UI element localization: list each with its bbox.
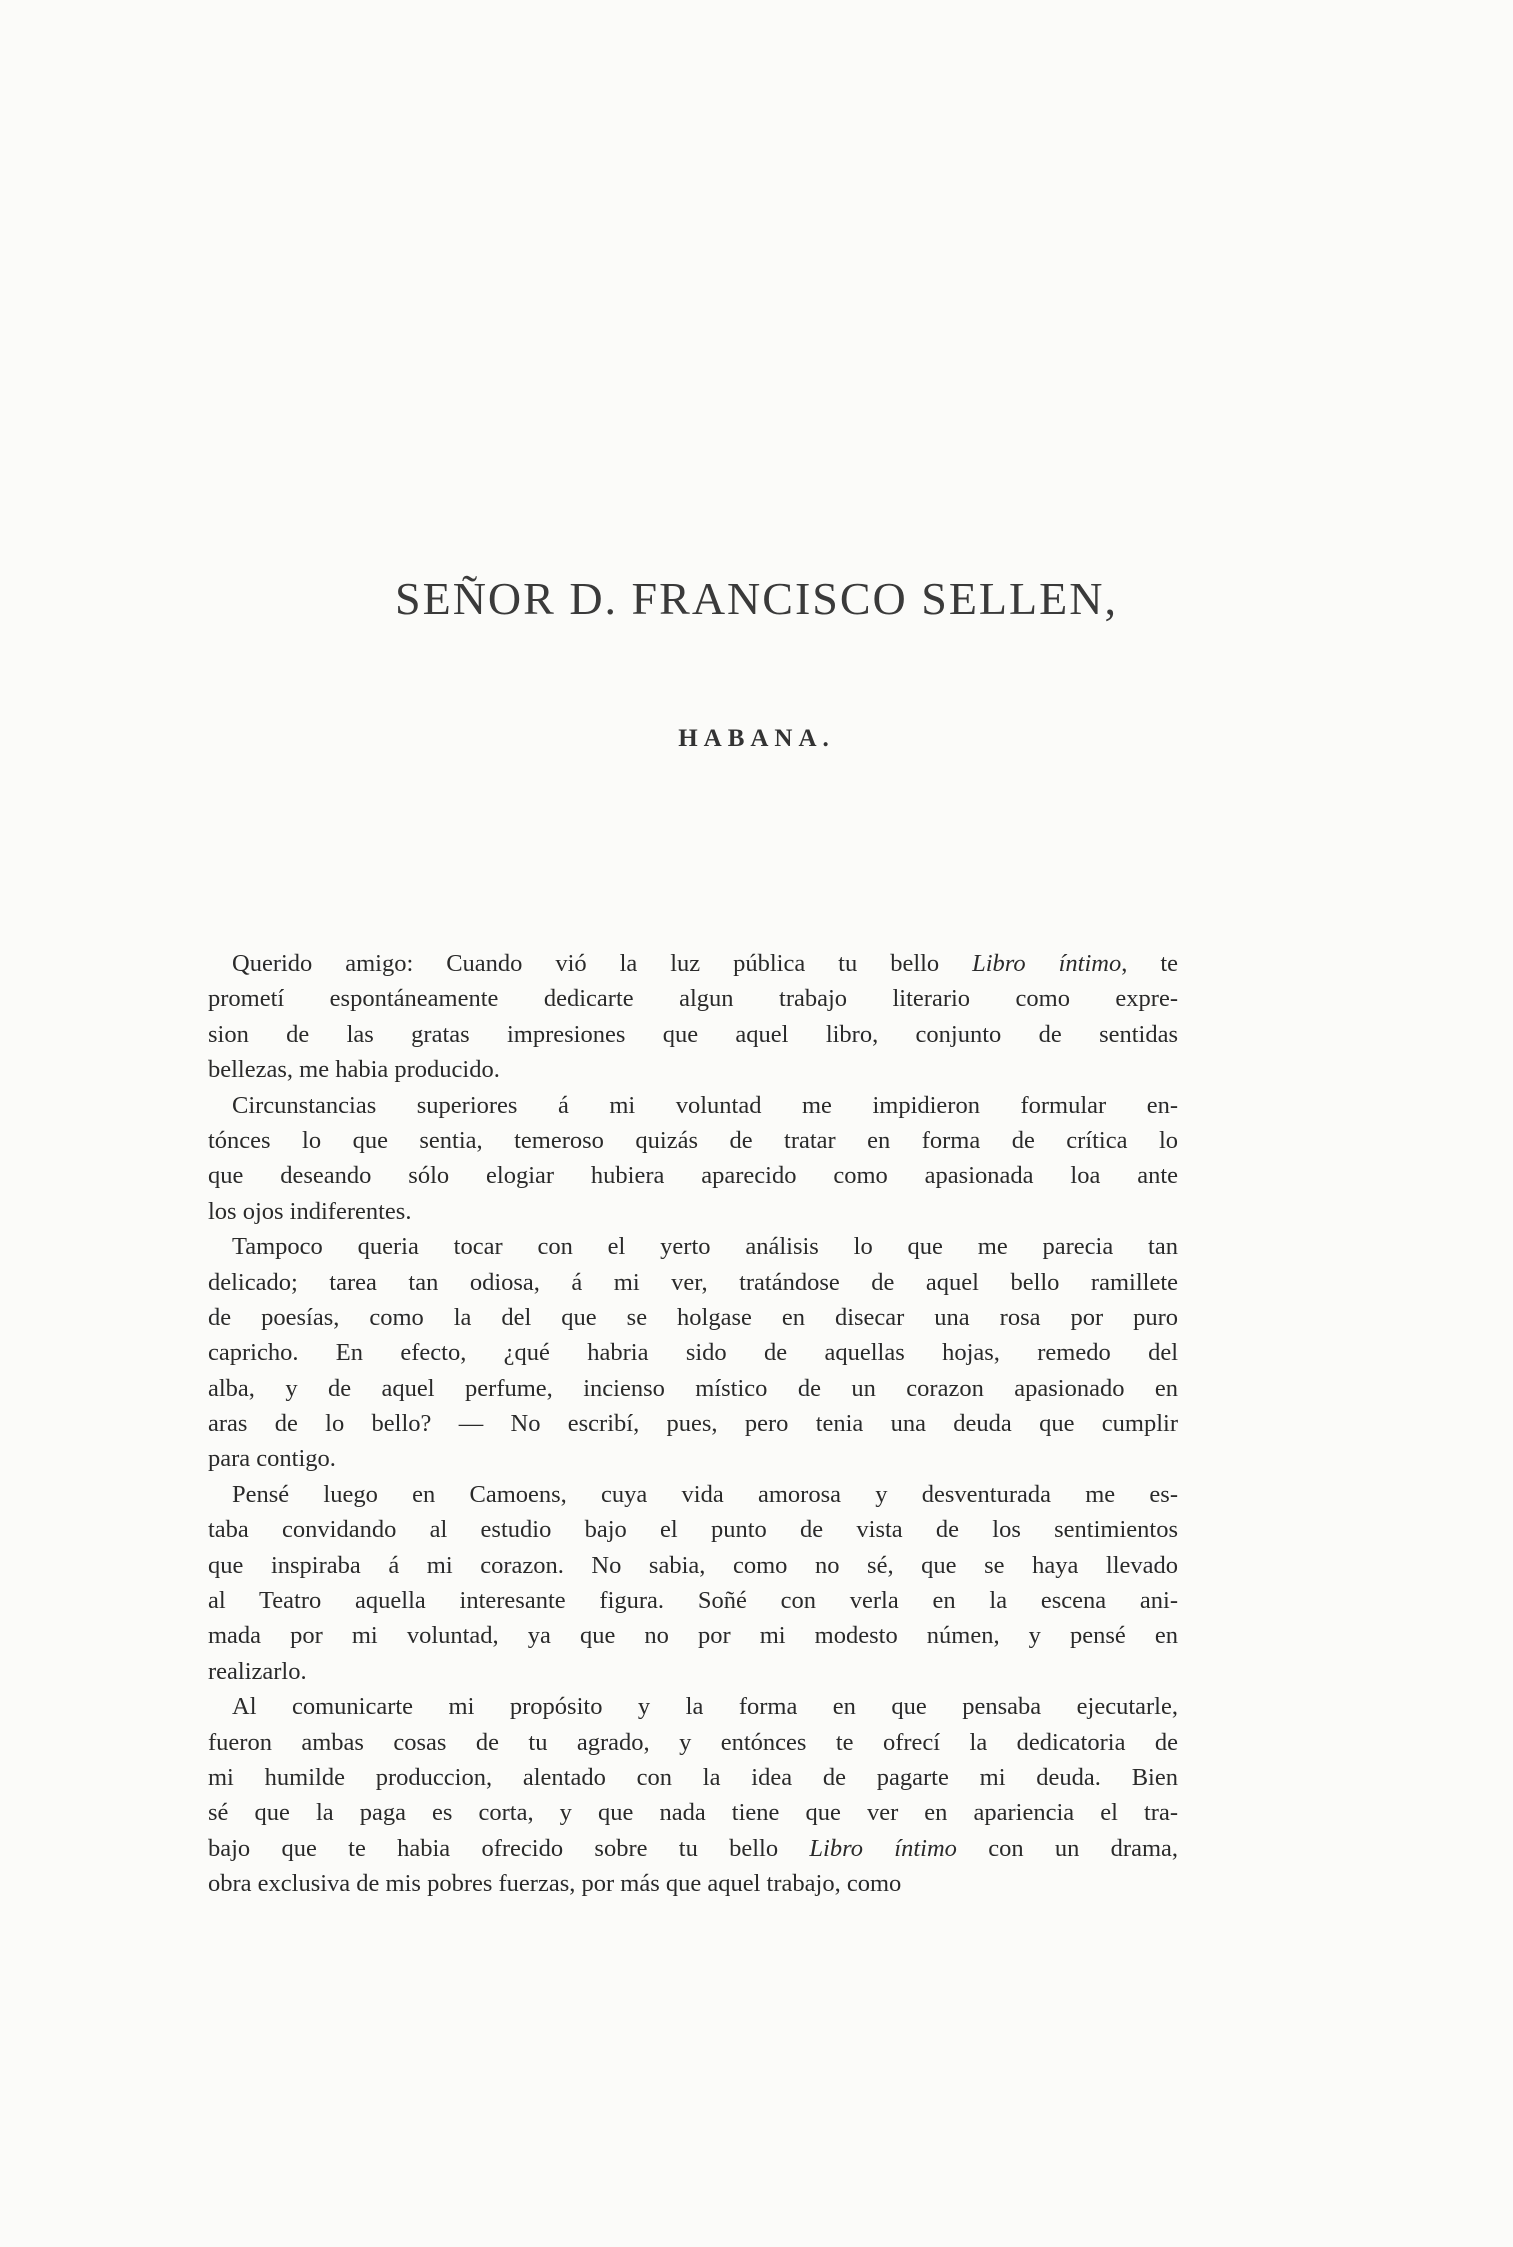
- text-line: [208, 1831, 1178, 1866]
- line-text: de poesías, como la del que se holgase en disecar una rosa por puro: [208, 1303, 1178, 1331]
- line-text: Circunstancias superiores á mi voluntad me impidieron formular en-: [232, 1091, 1178, 1119]
- line-text: Tampoco queria tocar con el yerto análisis lo que me parecia tan: [232, 1233, 1178, 1261]
- paragraph: [208, 946, 1178, 1088]
- line-text: Querido amigo: Cuando vió la luz pública tu bello: [232, 950, 973, 977]
- text-line: [208, 1866, 1178, 1901]
- page-title: SEÑOR D. FRANCISCO SELLEN,: [395, 573, 1118, 624]
- line-text: al Teatro aquella interesante figura. Soñé con verla en la escena ani-: [208, 1587, 1178, 1615]
- book-title-italic: Libro íntimo: [809, 1834, 957, 1862]
- text-line: [208, 1583, 1178, 1618]
- text-line: [208, 1371, 1178, 1406]
- book-title-italic: Libro íntimo: [972, 950, 1122, 977]
- text-line: [208, 1194, 1178, 1229]
- line-text: prometí espontáneamente dedicarte algun trabajo literario como expre-: [208, 985, 1178, 1013]
- line-text: mi humilde produccion, alentado con la idea de pagarte mi deuda. Bien: [208, 1763, 1178, 1791]
- text-line: [208, 1123, 1178, 1158]
- line-text: capricho. En efecto, ¿qué habria sido de aquellas hojas, remedo del: [208, 1339, 1178, 1367]
- paragraph: [208, 1088, 1178, 1230]
- line-text: Al comunicarte mi propósito y la forma en que pensaba ejecutarle,: [232, 1693, 1178, 1721]
- line-text: tónces lo que sentia, temeroso quizás de tratar en forma de crítica lo: [208, 1126, 1178, 1154]
- text-line: [208, 1052, 1178, 1087]
- text-line: [208, 946, 1178, 981]
- line-text: que deseando sólo elogiar hubiera aparecido como apasionada loa ante: [208, 1162, 1178, 1190]
- text-line: [208, 1158, 1178, 1193]
- text-line: [208, 1477, 1178, 1512]
- text-line: [208, 1689, 1178, 1724]
- text-line: [208, 1229, 1178, 1264]
- body-text: [208, 946, 1178, 1902]
- text-line: [208, 1548, 1178, 1583]
- line-text: que inspiraba á mi corazon. No sabia, como no sé, que se haya llevado: [208, 1551, 1178, 1579]
- line-text: obra exclusiva de mis pobres fuerzas, por más que aquel trabajo, como: [208, 1870, 902, 1898]
- text-line: [208, 1441, 1178, 1476]
- line-text: realizarlo.: [208, 1657, 307, 1685]
- line-text: aras de lo bello? — No escribí, pues, pero tenia una deuda que cumplir: [208, 1410, 1178, 1438]
- line-text: alba, y de aquel perfume, incienso místico de un corazon apasionado en: [208, 1374, 1178, 1402]
- line-text: delicado; tarea tan odiosa, á mi ver, tratándose de aquel bello ramillete: [208, 1268, 1178, 1296]
- text-line: [208, 1654, 1178, 1689]
- text-line: [208, 1265, 1178, 1300]
- paragraph: [208, 1229, 1178, 1477]
- paragraph: [208, 1477, 1178, 1689]
- text-line: [208, 981, 1178, 1016]
- text-line: [208, 1725, 1178, 1760]
- line-text: sion de las gratas impresiones que aquel libro, conjunto de sentidas: [208, 1020, 1178, 1048]
- text-line: [208, 1795, 1178, 1830]
- line-text: los ojos indiferentes.: [208, 1197, 412, 1225]
- line-text: mada por mi voluntad, ya que no por mi modesto númen, y pensé en: [208, 1622, 1178, 1650]
- line-text: bajo que te habia ofrecido sobre tu bello: [208, 1834, 810, 1862]
- text-line: [208, 1618, 1178, 1653]
- text-line: [208, 1300, 1178, 1335]
- text-line: [208, 1088, 1178, 1123]
- line-text: para contigo.: [208, 1445, 336, 1473]
- text-line: [208, 1406, 1178, 1441]
- line-text: taba convidando al estudio bajo el punto de vista de los sentimientos: [208, 1516, 1178, 1544]
- text-line: [208, 1335, 1178, 1370]
- text-line: [208, 1017, 1178, 1052]
- line-text: , te: [1121, 950, 1179, 977]
- text-line: [208, 1760, 1178, 1795]
- line-text: bellezas, me habia producido.: [208, 1056, 500, 1084]
- line-text: con un drama,: [956, 1834, 1179, 1862]
- page-subtitle: HABANA.: [678, 725, 835, 752]
- text-line: [208, 1512, 1178, 1547]
- line-text: Pensé luego en Camoens, cuya vida amorosa y desventurada me es-: [232, 1480, 1178, 1508]
- line-text: fueron ambas cosas de tu agrado, y entónces te ofrecí la dedicatoria de: [208, 1728, 1178, 1756]
- line-text: sé que la paga es corta, y que nada tiene que ver en apariencia el tra-: [208, 1799, 1178, 1827]
- paragraph: [208, 1689, 1178, 1901]
